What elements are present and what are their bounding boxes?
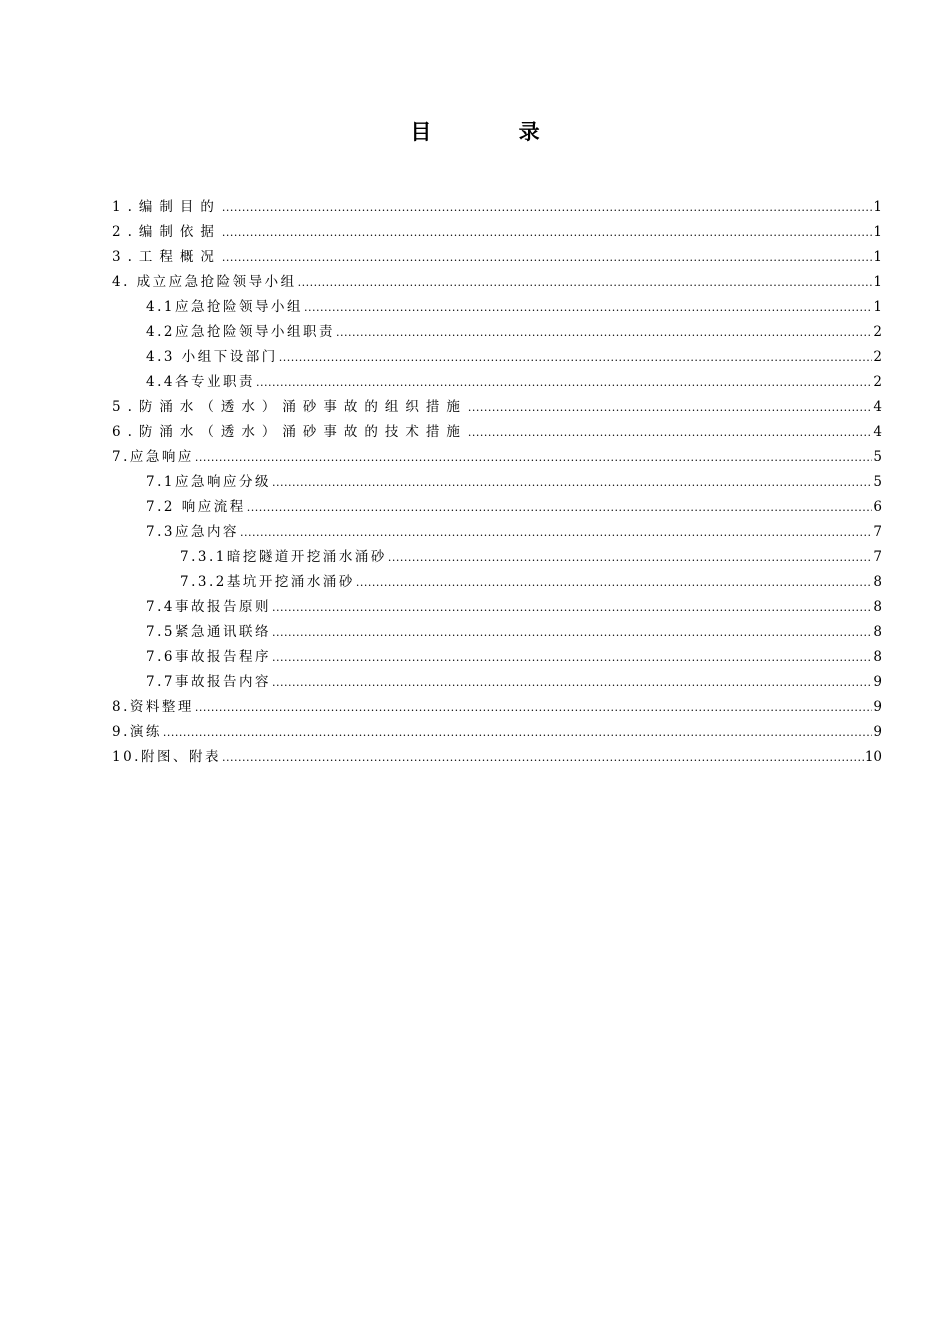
toc-entry[interactable] <box>112 445 882 470</box>
toc-entry-page-number: 5 <box>873 474 882 490</box>
toc-entry-page-number: 1 <box>873 249 882 265</box>
toc-dot-leader <box>222 745 864 770</box>
toc-entry-page-number: 9 <box>873 724 882 740</box>
toc-entry[interactable] <box>112 195 882 220</box>
toc-dot-leader <box>222 195 873 220</box>
toc-entry-page-number: 8 <box>873 649 882 665</box>
toc-entry-label: 7.6事故报告程序 <box>146 649 271 665</box>
toc-dot-leader <box>272 620 872 645</box>
toc-entry-page-number: 2 <box>873 374 882 390</box>
toc-dot-leader <box>195 695 873 720</box>
toc-dot-leader <box>272 645 872 670</box>
toc-entry[interactable] <box>112 395 882 420</box>
toc-entry[interactable] <box>112 320 882 345</box>
toc-entry-label: 4.2应急抢险领导小组职责 <box>146 324 335 340</box>
toc-entry-label: 4.1应急抢险领导小组 <box>146 299 303 315</box>
toc-entry-label: 7.2 响应流程 <box>146 499 246 515</box>
toc-dot-leader <box>272 670 872 695</box>
toc-entry[interactable] <box>112 220 882 245</box>
toc-entry-label: 7.应急响应 <box>112 449 194 465</box>
toc-entry[interactable] <box>112 345 882 370</box>
toc-entry-page-number: 8 <box>873 599 882 615</box>
toc-entry-label: 7.3应急内容 <box>146 524 239 540</box>
toc-entry-page-number: 4 <box>873 424 882 440</box>
toc-entry-label: 4. 成立应急抢险领导小组 <box>112 274 297 290</box>
toc-entry-page-number: 7 <box>873 524 882 540</box>
toc-dot-leader <box>336 320 872 345</box>
toc-entry[interactable] <box>112 545 882 570</box>
toc-entry[interactable] <box>112 245 882 270</box>
toc-entry-label: 5.防涌水（透水）涌砂事故的组织措施 <box>112 399 467 415</box>
toc-entry[interactable] <box>112 570 882 595</box>
toc-entry-page-number: 10 <box>864 749 882 765</box>
toc-entry-label: 10.附图、附表 <box>112 749 221 765</box>
toc-dot-leader <box>247 495 873 520</box>
toc-dot-leader <box>468 420 873 445</box>
toc-dot-leader <box>256 370 872 395</box>
toc-entry-label: 7.4事故报告原则 <box>146 599 271 615</box>
toc-dot-leader <box>279 345 873 370</box>
table-of-contents <box>112 195 882 770</box>
toc-entry-page-number: 2 <box>873 349 882 365</box>
toc-dot-leader <box>163 720 873 745</box>
toc-dot-leader <box>222 245 873 270</box>
toc-dot-leader <box>388 545 873 570</box>
toc-entry[interactable] <box>112 695 882 720</box>
toc-entry-label: 7.5紧急通讯联络 <box>146 624 271 640</box>
toc-entry-label: 8.资料整理 <box>112 699 194 715</box>
toc-entry-page-number: 1 <box>873 274 882 290</box>
toc-entry[interactable] <box>112 420 882 445</box>
toc-entry[interactable] <box>112 670 882 695</box>
toc-entry[interactable] <box>112 645 882 670</box>
toc-entry-page-number: 8 <box>873 574 882 590</box>
toc-entry-label: 7.1应急响应分级 <box>146 474 271 490</box>
toc-entry-page-number: 6 <box>873 499 882 515</box>
toc-entry-page-number: 1 <box>873 224 882 240</box>
toc-entry[interactable] <box>112 370 882 395</box>
toc-entry[interactable] <box>112 270 882 295</box>
toc-entry-page-number: 1 <box>873 299 882 315</box>
toc-entry[interactable] <box>112 520 882 545</box>
toc-entry-label: 7.7事故报告内容 <box>146 674 271 690</box>
toc-entry[interactable] <box>112 745 882 770</box>
toc-entry-label: 4.3 小组下设部门 <box>146 349 278 365</box>
toc-entry-page-number: 9 <box>873 674 882 690</box>
toc-entry-page-number: 8 <box>873 624 882 640</box>
toc-entry[interactable] <box>112 595 882 620</box>
toc-entry-page-number: 5 <box>873 449 882 465</box>
toc-entry-label: 1.编制目的 <box>112 199 221 215</box>
toc-entry-label: 9.演练 <box>112 724 162 740</box>
toc-dot-leader <box>272 470 872 495</box>
toc-entry-page-number: 7 <box>873 549 882 565</box>
toc-entry[interactable] <box>112 295 882 320</box>
toc-dot-leader <box>298 270 873 295</box>
toc-dot-leader <box>468 395 873 420</box>
toc-dot-leader <box>304 295 872 320</box>
toc-entry[interactable] <box>112 620 882 645</box>
toc-entry-label: 7.3.1暗挖隧道开挖涌水涌砂 <box>180 549 387 565</box>
toc-entry[interactable] <box>112 495 882 520</box>
toc-entry-label: 7.3.2基坑开挖涌水涌砂 <box>180 574 355 590</box>
toc-title: 目 录 <box>410 120 580 144</box>
toc-dot-leader <box>222 220 873 245</box>
toc-dot-leader <box>195 445 873 470</box>
toc-dot-leader <box>240 520 872 545</box>
toc-entry-label: 2.编制依据 <box>112 224 221 240</box>
toc-entry[interactable] <box>112 470 882 495</box>
toc-dot-leader <box>272 595 872 620</box>
toc-entry-page-number: 2 <box>873 324 882 340</box>
toc-entry-label: 3.工程概况 <box>112 249 221 265</box>
toc-entry-label: 6.防涌水（透水）涌砂事故的技术措施 <box>112 424 467 440</box>
toc-entry-page-number: 9 <box>873 699 882 715</box>
toc-entry-label: 4.4各专业职责 <box>146 374 255 390</box>
toc-entry[interactable] <box>112 720 882 745</box>
toc-entry-page-number: 4 <box>873 399 882 415</box>
toc-entry-page-number: 1 <box>873 199 882 215</box>
toc-dot-leader <box>356 570 873 595</box>
